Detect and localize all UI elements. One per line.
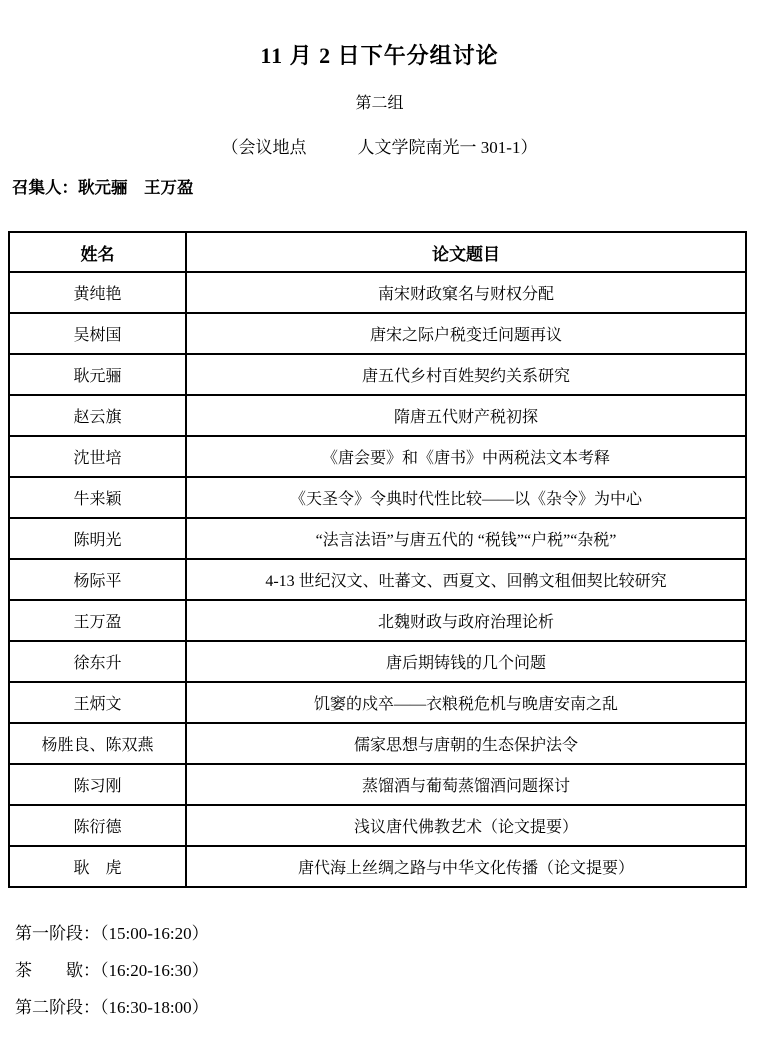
author-name-cell: 杨胜良、陈双燕	[9, 723, 186, 764]
schedule-line-phase1: 第一阶段：（15:00-16:20）	[15, 924, 209, 943]
author-name-cell: 牛来颖	[9, 477, 186, 518]
paper-title-cell: 浅议唐代佛教艺术（论文提要）	[186, 805, 746, 846]
author-name-cell: 黄纯艳	[9, 272, 186, 313]
paper-title-cell: “法言法语”与唐五代的 “税钱”“户税”“杂税”	[186, 518, 746, 559]
paper-title-cell: 北魏财政与政府治理论析	[186, 600, 746, 641]
paper-title-cell: 《天圣令》令典时代性比较——以《杂令》为中心	[186, 477, 746, 518]
author-name-cell: 沈世培	[9, 436, 186, 477]
paper-title-cell: 唐代海上丝绸之路与中华文化传播（论文提要）	[186, 846, 746, 887]
table-row	[9, 436, 746, 477]
table-row	[9, 313, 746, 354]
table-row	[9, 518, 746, 559]
paper-title-cell: 唐宋之际户税变迁问题再议	[186, 313, 746, 354]
papers-table	[8, 231, 747, 888]
convener-line: 召集人：耿元骊 王万盈	[12, 178, 194, 197]
author-name-cell: 陈衍德	[9, 805, 186, 846]
paper-title-cell: 蒸馏酒与葡萄蒸馏酒问题探讨	[186, 764, 746, 805]
author-name-cell: 徐东升	[9, 641, 186, 682]
table-row	[9, 354, 746, 395]
paper-title-cell: 唐后期铸钱的几个问题	[186, 641, 746, 682]
col-header-paper-title: 论文题目	[186, 232, 746, 272]
header-row	[9, 232, 746, 272]
paper-title-cell: 饥窭的戍卒——衣粮税危机与晚唐安南之乱	[186, 682, 746, 723]
table-row	[9, 477, 746, 518]
col-header-name: 姓名	[9, 232, 186, 272]
table-row	[9, 723, 746, 764]
page-title: 11 月 2 日下午分组讨论	[260, 43, 499, 68]
table-row	[9, 641, 746, 682]
author-name-cell: 陈习刚	[9, 764, 186, 805]
paper-title-cell: 4-13 世纪汉文、吐蕃文、西夏文、回鹘文租佃契比较研究	[186, 559, 746, 600]
paper-title-cell: 隋唐五代财产税初探	[186, 395, 746, 436]
author-name-cell: 杨际平	[9, 559, 186, 600]
schedule-section	[15, 925, 759, 1016]
table-row	[9, 846, 746, 887]
paper-title-cell: 儒家思想与唐朝的生态保护法令	[186, 723, 746, 764]
table-row	[9, 764, 746, 805]
author-name-cell: 赵云旗	[9, 395, 186, 436]
author-name-cell: 耿元骊	[9, 354, 186, 395]
schedule-line-tea-break: 茶 歇：（16:20-16:30）	[15, 961, 209, 980]
paper-title-cell: 唐五代乡村百姓契约关系研究	[186, 354, 746, 395]
table-row	[9, 272, 746, 313]
schedule-line-phase2: 第二阶段：（16:30-18:00）	[15, 998, 209, 1017]
table-row	[9, 559, 746, 600]
author-name-cell: 耿 虎	[9, 846, 186, 887]
table-row	[9, 805, 746, 846]
table-row	[9, 395, 746, 436]
group-subtitle: 第二组	[355, 95, 404, 112]
meeting-location: （会议地点 人文学院南光一 301-1）	[221, 138, 538, 157]
author-name-cell: 王炳文	[9, 682, 186, 723]
papers-table-body	[9, 272, 746, 887]
author-name-cell: 王万盈	[9, 600, 186, 641]
table-row	[9, 682, 746, 723]
paper-title-cell: 《唐会要》和《唐书》中两税法文本考释	[186, 436, 746, 477]
papers-table-header	[9, 232, 746, 272]
paper-title-cell: 南宋财政窠名与财权分配	[186, 272, 746, 313]
table-row	[9, 600, 746, 641]
author-name-cell: 陈明光	[9, 518, 186, 559]
author-name-cell: 吴树国	[9, 313, 186, 354]
